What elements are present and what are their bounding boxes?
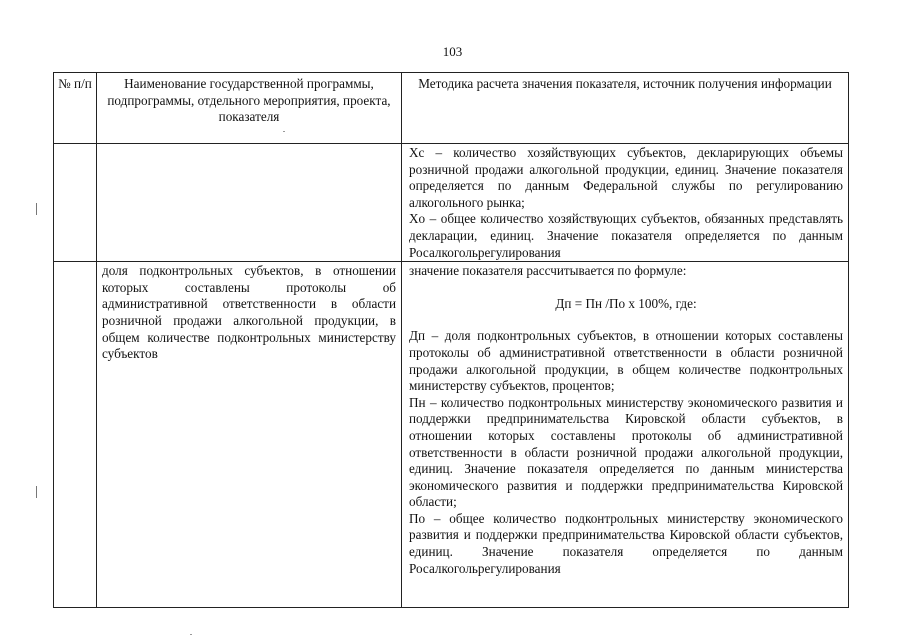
row2-num-cell	[54, 262, 97, 608]
table-row	[54, 144, 849, 262]
header-num: № п/п	[54, 73, 97, 144]
page-number: 103	[442, 44, 463, 59]
row2-method-cell	[402, 262, 849, 608]
method-paragraph-xo: Xo – общее количество хозяйствующих субъектов, обязанных представлять декларации, единиц. Значение показателя определяется по данным Росалкогольрегулирования	[409, 211, 843, 260]
scan-artifact-dot	[283, 131, 285, 132]
header-method: Методика расчета значения показателя, источник получения информации	[402, 73, 849, 144]
method-paragraph-xc: Xc – количество хозяйствующих субъектов, декларирующих объемы розничной продажи алкогольной продукции, единиц. Значение показателя определяется по данным Федеральной службы по регулированию алкогольного рынка;	[409, 145, 843, 210]
method-paragraph-pn: Пн – количество подконтрольных министерству экономического развития и поддержки предпринимательства Кировской области субъектов, в отношении которых составлены протоколы об административной ответственности в области розничной продажи алкогольной продукции, единиц. Значение показателя определяется по данным министерства экономического развития и поддержки предпринимательства Кировской области;	[409, 394, 843, 510]
scan-artifact-mark	[36, 486, 37, 498]
header-name: Наименование государственной программы, подпрограммы, отдельного мероприятия, проекта, показателя	[97, 73, 402, 144]
indicator-method-table	[53, 72, 849, 608]
scan-artifact-mark	[36, 203, 37, 215]
formula-intro: значение показателя рассчитывается по формуле:	[409, 263, 687, 279]
table-row	[54, 262, 849, 608]
method-paragraph-dp: Дп – доля подконтрольных субъектов, в отношении которых составлены протоколы об административной ответственности в области розничной продажи алкогольной продукции, в общем количестве подконтрольных министерству субъектов, процентов;	[409, 328, 843, 394]
table-header-row	[54, 73, 849, 144]
scan-artifact-dot	[190, 634, 192, 635]
row1-num-cell	[54, 144, 97, 262]
row1-name-cell	[97, 144, 402, 262]
indicator-name: доля подконтрольных субъектов, в отношении которых составлены протоколы об административной ответственности в области розничной продажи алкогольной продукции, в общем количестве подконтрольных министерству субъектов	[102, 263, 396, 362]
method-paragraph-po: По – общее количество подконтрольных министерству экономического развития и поддержки предпринимательства Кировской области субъектов, единиц. Значение показателя определяется по данным Росалкогольрегулирования	[409, 510, 843, 576]
formula: Дп = Пн /По х 100%, где:	[555, 295, 697, 311]
row2-name-cell	[97, 262, 402, 608]
row1-method-cell	[402, 144, 849, 262]
